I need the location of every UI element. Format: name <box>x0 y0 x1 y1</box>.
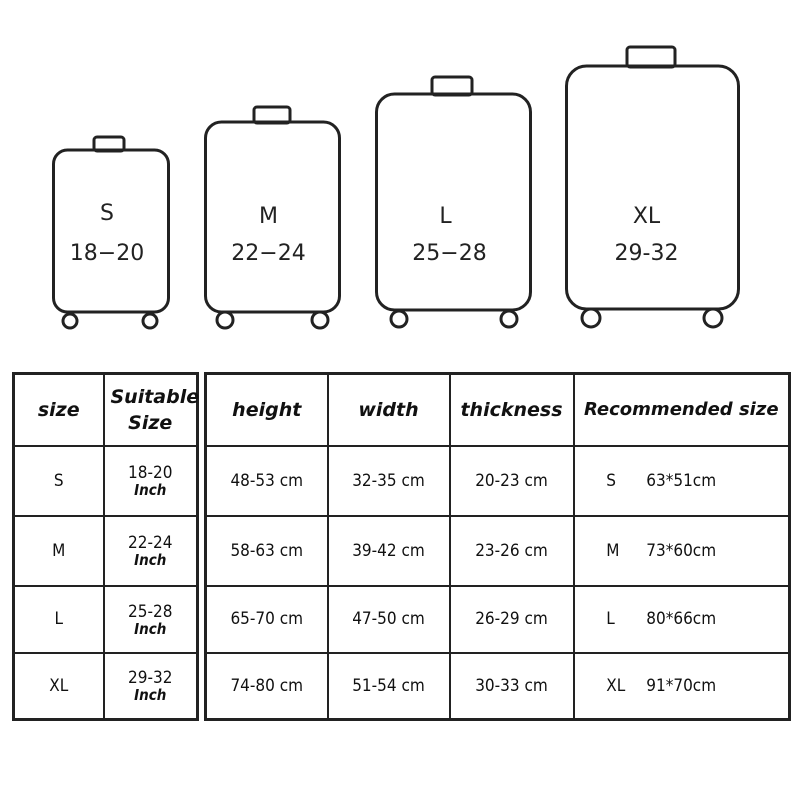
suitable-value: 22-24 <box>128 533 173 553</box>
table-row <box>206 446 790 516</box>
suitable-unit: Inch <box>134 686 167 705</box>
suitable-cell <box>104 446 198 516</box>
header-thickness: thickness <box>450 374 574 446</box>
suitable-unit: Inch <box>134 551 167 569</box>
suitcase-size-label: XL <box>632 204 661 229</box>
header-suitable-size <box>104 374 198 446</box>
height-cell: 74-80 cm <box>206 653 328 720</box>
recommended-size-label: L <box>606 609 615 629</box>
suitcase-size-label: S <box>100 201 114 226</box>
recommended-size-label: S <box>606 470 616 491</box>
header-width: width <box>328 374 450 446</box>
width-cell: 51-54 cm <box>328 653 450 720</box>
suitcase-range-label: 22−24 <box>231 241 306 266</box>
recommended-dimensions: 73*60cm <box>646 540 717 561</box>
suitcase-s-icon <box>52 137 170 332</box>
suitcase-xl-icon <box>565 47 740 330</box>
thickness-cell: 26-29 cm <box>450 586 574 653</box>
width-cell: 32-35 cm <box>328 446 450 516</box>
suitcase-size-label: L <box>439 204 452 229</box>
recommended-cell <box>574 586 790 653</box>
recommended-cell <box>574 516 790 586</box>
thickness-cell: 20-23 cm <box>450 446 574 516</box>
thickness-cell: 30-33 cm <box>450 653 574 720</box>
suitable-cell <box>104 516 198 586</box>
recommended-dimensions: 63*51cm <box>646 470 717 491</box>
table-row <box>206 516 790 586</box>
header-height: height <box>206 374 328 446</box>
height-cell: 58-63 cm <box>206 516 328 586</box>
table-row <box>206 653 790 720</box>
header-recommended-size: Recommended size <box>574 374 790 446</box>
size-cell: XL <box>14 653 104 720</box>
table-row <box>14 516 198 586</box>
suitcase-size-label: M <box>259 204 278 229</box>
width-cell: 39-42 cm <box>328 516 450 586</box>
suitable-value: 29-32 <box>128 668 173 689</box>
suitable-value: 25-28 <box>128 601 173 622</box>
table-row <box>206 586 790 653</box>
thickness-cell: 23-26 cm <box>450 516 574 586</box>
recommended-dimensions: 91*70cm <box>646 675 717 696</box>
suitable-cell <box>104 653 198 720</box>
suitable-value: 18-20 <box>128 463 173 483</box>
header-size: size <box>14 374 104 446</box>
suitcase-xl <box>565 47 740 330</box>
size-table-header <box>14 374 198 446</box>
suitable-unit: Inch <box>134 619 167 638</box>
dimensions-table-header <box>206 374 790 446</box>
height-cell: 65-70 cm <box>206 586 328 653</box>
dimensions-table <box>204 372 791 721</box>
suitcase-s <box>52 137 170 332</box>
table-row <box>14 653 198 720</box>
table-row <box>14 586 198 653</box>
suitcase-range-label: 29-32 <box>614 241 679 266</box>
height-cell: 48-53 cm <box>206 446 328 516</box>
size-cell: S <box>14 446 104 516</box>
size-table <box>12 372 199 721</box>
size-cell: M <box>14 516 104 586</box>
suitcase-l <box>375 77 532 330</box>
suitcase-range-label: 25−28 <box>412 241 487 266</box>
recommended-dimensions: 80*66cm <box>646 609 717 629</box>
suitcase-m <box>204 107 341 330</box>
header-suitable-size-text: Suitable Size <box>110 385 200 434</box>
recommended-cell <box>574 653 790 720</box>
suitable-unit: Inch <box>134 481 167 499</box>
recommended-size-label: M <box>606 540 620 561</box>
table-row <box>14 446 198 516</box>
size-cell: L <box>14 586 104 653</box>
suitable-cell <box>104 586 198 653</box>
recommended-cell <box>574 446 790 516</box>
recommended-size-label: XL <box>606 675 626 696</box>
suitcase-range-label: 18−20 <box>69 241 145 266</box>
width-cell: 47-50 cm <box>328 586 450 653</box>
